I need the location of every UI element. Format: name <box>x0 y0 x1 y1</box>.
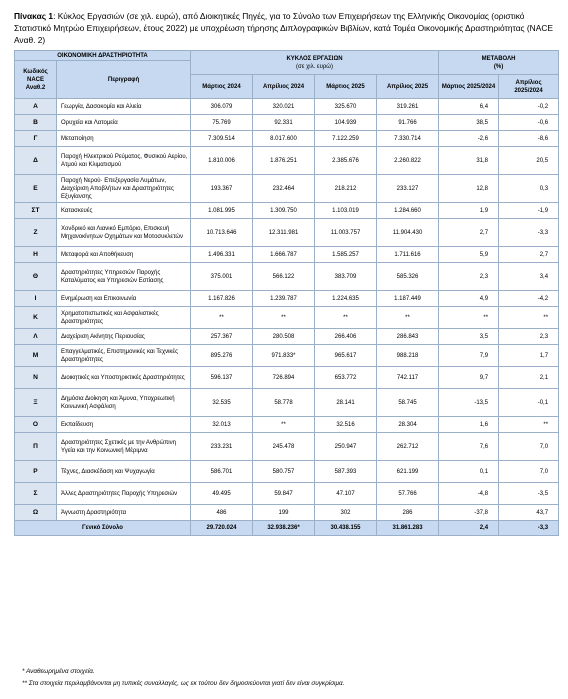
row-m2025: 266.406 <box>315 329 377 345</box>
row-code: Π <box>15 433 57 461</box>
row-m2025: 1.103.019 <box>315 203 377 219</box>
table-row <box>15 263 559 291</box>
row-ch-a: -8,6 <box>499 131 559 147</box>
row-a2024: 199 <box>253 505 315 521</box>
table-row <box>15 219 559 247</box>
row-m2025: 32.516 <box>315 417 377 433</box>
row-code: Ι <box>15 291 57 307</box>
row-desc: Γεωργία, Δασοκομία και Αλιεία <box>57 99 191 115</box>
row-a2024: 580.757 <box>253 461 315 483</box>
row-code: Ν <box>15 367 57 389</box>
row-a2024: 245.478 <box>253 433 315 461</box>
row-a2025: 1.711.616 <box>377 247 439 263</box>
footnotes <box>22 666 344 690</box>
row-m2025: 302 <box>315 505 377 521</box>
footnote-revised: * Αναθεωρημένα στοιχεία. <box>22 668 95 675</box>
row-ch-m: 3,5 <box>439 329 499 345</box>
row-ch-m: 31,8 <box>439 147 499 175</box>
row-ch-m: 0,1 <box>439 461 499 483</box>
row-ch-a: ** <box>499 307 559 329</box>
header-desc: Περιγραφή <box>57 61 191 99</box>
row-m2024: 1.081.995 <box>191 203 253 219</box>
row-a2024: 1.666.787 <box>253 247 315 263</box>
row-a2025: 28.304 <box>377 417 439 433</box>
row-m2024: 32.535 <box>191 389 253 417</box>
row-m2024: 49.495 <box>191 483 253 505</box>
total-a2025: 31.861.283 <box>377 521 439 536</box>
row-ch-m: -2,6 <box>439 131 499 147</box>
row-a2024: 8.017.600 <box>253 131 315 147</box>
table-row <box>15 131 559 147</box>
row-ch-m: 4,9 <box>439 291 499 307</box>
row-a2025: 319.261 <box>377 99 439 115</box>
table-row <box>15 247 559 263</box>
table-row <box>15 291 559 307</box>
row-code: Ρ <box>15 461 57 483</box>
row-ch-a: -4,2 <box>499 291 559 307</box>
row-ch-m: 1,6 <box>439 417 499 433</box>
row-ch-a: -0,2 <box>499 99 559 115</box>
row-a2024: ** <box>253 307 315 329</box>
total-m2024: 29.720.024 <box>191 521 253 536</box>
table-row <box>15 505 559 521</box>
total-ch-a: -3,3 <box>499 521 559 536</box>
row-code: Ζ <box>15 219 57 247</box>
row-a2024: 1.309.750 <box>253 203 315 219</box>
row-m2024: 1.167.826 <box>191 291 253 307</box>
row-a2025: ** <box>377 307 439 329</box>
header-turnover-title: ΚΥΚΛΟΣ ΕΡΓΑΣΙΩΝ <box>286 55 343 62</box>
total-row <box>15 521 559 536</box>
row-ch-a: ** <box>499 417 559 433</box>
header-ch-m: Μάρτιος 2025/2024 <box>439 75 499 99</box>
row-a2025: 7.330.714 <box>377 131 439 147</box>
row-ch-a: 7,0 <box>499 461 559 483</box>
row-ch-a: -0,1 <box>499 389 559 417</box>
row-m2025: 11.003.757 <box>315 219 377 247</box>
header-change <box>439 51 559 75</box>
row-ch-m: 7,6 <box>439 433 499 461</box>
row-code: Θ <box>15 263 57 291</box>
row-m2025: 28.141 <box>315 389 377 417</box>
table-row <box>15 329 559 345</box>
header-code: Κωδικός NACE Αναθ.2 <box>15 61 57 99</box>
table-row <box>15 389 559 417</box>
row-desc: Δραστηριότητες Σχετικές με την Ανθρώπινη Υγεία και την Κοινωνική Μέριμνα <box>57 433 191 461</box>
table-row <box>15 99 559 115</box>
row-a2024: 92.331 <box>253 115 315 131</box>
table-row <box>15 367 559 389</box>
row-a2025: 621.199 <box>377 461 439 483</box>
row-desc: Παροχή Νερού· Επεξεργασία Λυμάτων, Διαχείριση Αποβλήτων και Δραστηριότητες Εξυγίανσης <box>57 175 191 203</box>
row-ch-a: -1,9 <box>499 203 559 219</box>
row-desc: Άλλες Δραστηριότητες Παροχής Υπηρεσιών <box>57 483 191 505</box>
header-turnover <box>191 51 439 75</box>
footnote-not-published: ** Στα στοιχεία περιλαμβάνονται μη τυπικές συναλλαγές, ως εκ τούτου δεν δημοσιεύονται γιατί δεν είναι συγκρίσιμα. <box>22 680 345 687</box>
row-ch-m: 1,9 <box>439 203 499 219</box>
row-desc: Χονδρικό και Λιανικό Εμπόριο, Επισκευή Μηχανοκίνητων Οχημάτων και Μοτοσυκλετών <box>57 219 191 247</box>
row-a2024: 280.508 <box>253 329 315 345</box>
row-desc: Τέχνες, Διασκέδαση και Ψυχαγωγία <box>57 461 191 483</box>
row-a2024: 59.847 <box>253 483 315 505</box>
header-change-title: ΜΕΤΑΒΟΛΗ <box>481 55 516 62</box>
row-code: Κ <box>15 307 57 329</box>
row-a2024: 12.311.981 <box>253 219 315 247</box>
row-a2025: 286.843 <box>377 329 439 345</box>
total-a2024: 32.938.236* <box>253 521 315 536</box>
row-ch-m: -13,5 <box>439 389 499 417</box>
row-code: Ε <box>15 175 57 203</box>
row-m2024: 596.137 <box>191 367 253 389</box>
row-desc: Κατασκευές <box>57 203 191 219</box>
row-m2024: 895.276 <box>191 345 253 367</box>
row-m2025: 325.670 <box>315 99 377 115</box>
row-code: Η <box>15 247 57 263</box>
table-row <box>15 307 559 329</box>
row-ch-a: -3,5 <box>499 483 559 505</box>
row-desc: Παροχή Ηλεκτρικού Ρεύματος, Φυσικού Αερίου, Ατμού και Κλιματισμού <box>57 147 191 175</box>
row-a2025: 585.326 <box>377 263 439 291</box>
row-ch-m: 2,7 <box>439 219 499 247</box>
row-ch-a: 7,0 <box>499 433 559 461</box>
row-code: Ξ <box>15 389 57 417</box>
row-ch-m: 5,9 <box>439 247 499 263</box>
row-a2024: ** <box>253 417 315 433</box>
row-a2024: 58.778 <box>253 389 315 417</box>
row-m2025: 7.122.259 <box>315 131 377 147</box>
header-a2024: Απρίλιος 2024 <box>253 75 315 99</box>
row-m2024: 1.496.331 <box>191 247 253 263</box>
row-code: Α <box>15 99 57 115</box>
total-ch-m: 2,4 <box>439 521 499 536</box>
row-ch-a: 43,7 <box>499 505 559 521</box>
header-ch-a: Απρίλιος 2025/2024 <box>499 75 559 99</box>
row-ch-m: 38,5 <box>439 115 499 131</box>
row-ch-a: 2,1 <box>499 367 559 389</box>
turnover-table <box>14 50 559 536</box>
row-ch-a: 0,3 <box>499 175 559 203</box>
row-a2025: 11.904.430 <box>377 219 439 247</box>
row-code: Ο <box>15 417 57 433</box>
row-desc: Διαχείριση Ακίνητης Περιουσίας <box>57 329 191 345</box>
table-row <box>15 115 559 131</box>
total-label: Γενικό Σύνολο <box>15 521 191 536</box>
row-code: ΣΤ <box>15 203 57 219</box>
row-m2024: 306.079 <box>191 99 253 115</box>
row-a2025: 58.745 <box>377 389 439 417</box>
table-row <box>15 433 559 461</box>
table-caption <box>14 10 558 46</box>
row-ch-m: 9,7 <box>439 367 499 389</box>
row-ch-m: ** <box>439 307 499 329</box>
header-activity: ΟΙΚΟΝΟΜΙΚΗ ΔΡΑΣΤΗΡΙΟΤΗΤΑ <box>15 51 191 61</box>
row-code: Γ <box>15 131 57 147</box>
row-m2024: 10.713.646 <box>191 219 253 247</box>
row-code: Σ <box>15 483 57 505</box>
row-a2025: 742.117 <box>377 367 439 389</box>
row-desc: Δραστηριότητες Υπηρεσιών Παροχής Καταλύματος και Υπηρεσιών Εστίασης <box>57 263 191 291</box>
row-a2025: 2.260.822 <box>377 147 439 175</box>
row-a2025: 57.766 <box>377 483 439 505</box>
row-m2024: ** <box>191 307 253 329</box>
row-ch-a: 2,7 <box>499 247 559 263</box>
row-a2025: 1.284.660 <box>377 203 439 219</box>
row-m2024: 75.769 <box>191 115 253 131</box>
row-m2025: 2.385.676 <box>315 147 377 175</box>
row-m2024: 1.810.006 <box>191 147 253 175</box>
total-m2025: 30.438.155 <box>315 521 377 536</box>
row-code: Ω <box>15 505 57 521</box>
row-m2024: 375.001 <box>191 263 253 291</box>
row-ch-m: 7,9 <box>439 345 499 367</box>
row-a2025: 1.187.449 <box>377 291 439 307</box>
row-ch-a: 3,4 <box>499 263 559 291</box>
row-ch-m: 6,4 <box>439 99 499 115</box>
row-ch-a: -0,6 <box>499 115 559 131</box>
row-ch-a: 2,3 <box>499 329 559 345</box>
row-a2024: 1.876.251 <box>253 147 315 175</box>
table-row <box>15 461 559 483</box>
row-a2024: 971.833* <box>253 345 315 367</box>
row-m2025: 587.393 <box>315 461 377 483</box>
row-a2025: 91.766 <box>377 115 439 131</box>
row-a2025: 286 <box>377 505 439 521</box>
table-row <box>15 417 559 433</box>
row-m2024: 586.701 <box>191 461 253 483</box>
caption-label: Πίνακας 1 <box>14 11 54 21</box>
header-m2025: Μάρτιος 2025 <box>315 75 377 99</box>
caption-text: : Κύκλος Εργασιών (σε χιλ. ευρώ), από Διοικητικές Πηγές, για το Σύνολο των Επιχειρήσεων της Ελληνικής Οικονομίας (οριστικό Στατιστικό Μητρώο Επιχειρήσεων, έτους 2022) με υποχρέωση τήρησης Διπλογραφικών Βιβλίων, κατά Τομέα Οικονομικής Δραστηριότητας (NACE Αναθ. 2) <box>14 11 553 45</box>
row-m2025: ** <box>315 307 377 329</box>
row-a2025: 233.127 <box>377 175 439 203</box>
row-m2025: 1.224.635 <box>315 291 377 307</box>
row-m2025: 1.585.257 <box>315 247 377 263</box>
row-desc: Ορυχεία και Λατομεία <box>57 115 191 131</box>
row-m2025: 250.947 <box>315 433 377 461</box>
table-row <box>15 483 559 505</box>
row-ch-m: -4,8 <box>439 483 499 505</box>
row-m2025: 218.212 <box>315 175 377 203</box>
table-row <box>15 345 559 367</box>
row-ch-a: 20,5 <box>499 147 559 175</box>
row-m2024: 32.013 <box>191 417 253 433</box>
row-m2025: 653.772 <box>315 367 377 389</box>
table-row <box>15 203 559 219</box>
header-change-unit: (%) <box>493 63 504 70</box>
row-m2025: 104.939 <box>315 115 377 131</box>
row-desc: Ενημέρωση και Επικοινωνία <box>57 291 191 307</box>
table-row <box>15 147 559 175</box>
row-desc: Εκπαίδευση <box>57 417 191 433</box>
row-ch-a: -3,3 <box>499 219 559 247</box>
row-m2025: 383.709 <box>315 263 377 291</box>
row-desc: Άγνωστη Δραστηριότητα <box>57 505 191 521</box>
row-m2024: 193.367 <box>191 175 253 203</box>
row-desc: Μεταφορά και Αποθήκευση <box>57 247 191 263</box>
row-code: Β <box>15 115 57 131</box>
row-a2024: 726.894 <box>253 367 315 389</box>
table-row <box>15 175 559 203</box>
header-m2024: Μάρτιος 2024 <box>191 75 253 99</box>
row-m2025: 965.617 <box>315 345 377 367</box>
row-m2024: 486 <box>191 505 253 521</box>
row-desc: Μεταποίηση <box>57 131 191 147</box>
row-code: Λ <box>15 329 57 345</box>
row-desc: Δημόσια Διοίκηση και Άμυνα, Υποχρεωτική Κοινωνική Ασφάλιση <box>57 389 191 417</box>
row-a2024: 566.122 <box>253 263 315 291</box>
row-ch-a: 1,7 <box>499 345 559 367</box>
row-m2024: 233.231 <box>191 433 253 461</box>
row-desc: Επαγγελματικές, Επιστημονικές και Τεχνικές Δραστηριότητες <box>57 345 191 367</box>
row-ch-m: 12,8 <box>439 175 499 203</box>
row-desc: Διοικητικές και Υποστηρικτικές Δραστηριότητες <box>57 367 191 389</box>
row-a2024: 1.239.787 <box>253 291 315 307</box>
row-m2025: 47.107 <box>315 483 377 505</box>
row-a2024: 320.021 <box>253 99 315 115</box>
row-ch-m: -37,8 <box>439 505 499 521</box>
row-code: Μ <box>15 345 57 367</box>
row-code: Δ <box>15 147 57 175</box>
row-a2025: 988.218 <box>377 345 439 367</box>
row-a2025: 262.712 <box>377 433 439 461</box>
row-ch-m: 2,3 <box>439 263 499 291</box>
row-m2024: 7.309.514 <box>191 131 253 147</box>
header-turnover-unit: (σε χιλ. ευρώ) <box>296 63 333 70</box>
row-desc: Χρηματοπιστωτικές και Ασφαλιστικές Δραστηριότητες <box>57 307 191 329</box>
header-a2025: Απρίλιος 2025 <box>377 75 439 99</box>
row-m2024: 257.367 <box>191 329 253 345</box>
row-a2024: 232.464 <box>253 175 315 203</box>
